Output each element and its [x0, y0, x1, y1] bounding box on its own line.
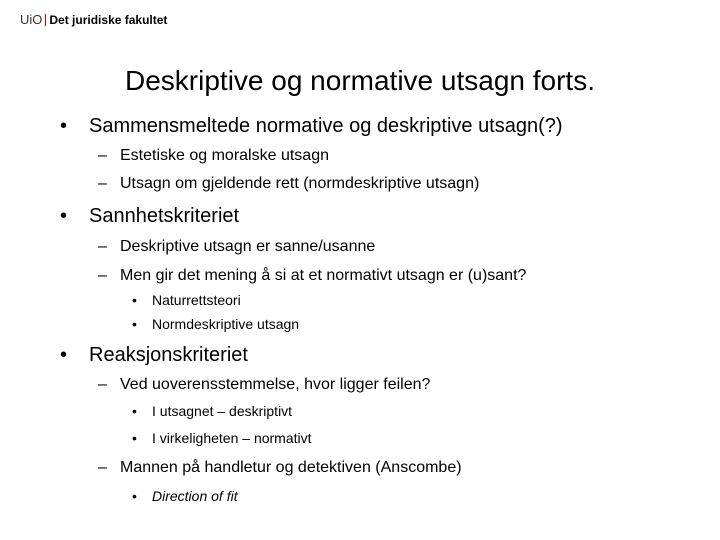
dash-marker: –	[98, 238, 107, 255]
dash-marker: –	[98, 459, 107, 476]
bullet-text: Sammensmeltede normative og deskriptive utsagn(?)	[89, 115, 563, 137]
sub-bullet-text: Ved uoverensstemmelse, hvor ligger feilen?	[120, 376, 431, 393]
bullet-marker: •	[132, 403, 137, 419]
logo-divider	[45, 14, 46, 26]
dash-marker: –	[98, 147, 107, 164]
bullet-marker: •	[60, 344, 68, 366]
bullet-text: Reaksjonskriteriet	[89, 344, 248, 366]
sub-sub-bullet-text: I virkeligheten – normativt	[152, 430, 312, 446]
faculty-logo	[20, 12, 167, 27]
sub-bullet-text: Utsagn om gjeldende rett (normdeskriptive utsagn)	[120, 175, 480, 192]
bullet-marker: •	[132, 488, 137, 504]
faculty-name: Det juridiske fakultet	[49, 13, 168, 27]
dash-marker: –	[98, 267, 107, 284]
bullet-marker: •	[132, 430, 137, 446]
dash-marker: –	[98, 376, 107, 393]
uio-logo-text: UiO	[20, 12, 43, 27]
bullet-marker: •	[60, 205, 68, 227]
dash-marker: –	[98, 175, 107, 192]
sub-sub-bullet-text: Normdeskriptive utsagn	[152, 316, 300, 332]
bullet-marker: •	[132, 316, 137, 332]
sub-sub-bullet-text: I utsagnet – deskriptivt	[152, 403, 293, 419]
bullet-marker: •	[60, 115, 68, 137]
bullet-text: Sannhetskriteriet	[89, 205, 240, 227]
bullet-marker: •	[132, 292, 137, 308]
sub-bullet-text: Estetiske og moralske utsagn	[120, 147, 329, 164]
sub-bullet-text: Mannen på handletur og detektiven (Anscombe)	[120, 459, 462, 476]
sub-bullet-text: Deskriptive utsagn er sanne/usanne	[120, 238, 376, 255]
sub-bullet-text: Men gir det mening å si at et normativt utsagn er (u)sant?	[120, 267, 527, 284]
slide-title: Deskriptive og normative utsagn forts.	[125, 65, 595, 96]
sub-sub-bullet-text: Naturrettsteori	[152, 292, 241, 308]
sub-sub-bullet-text: Direction of fit	[152, 488, 238, 504]
